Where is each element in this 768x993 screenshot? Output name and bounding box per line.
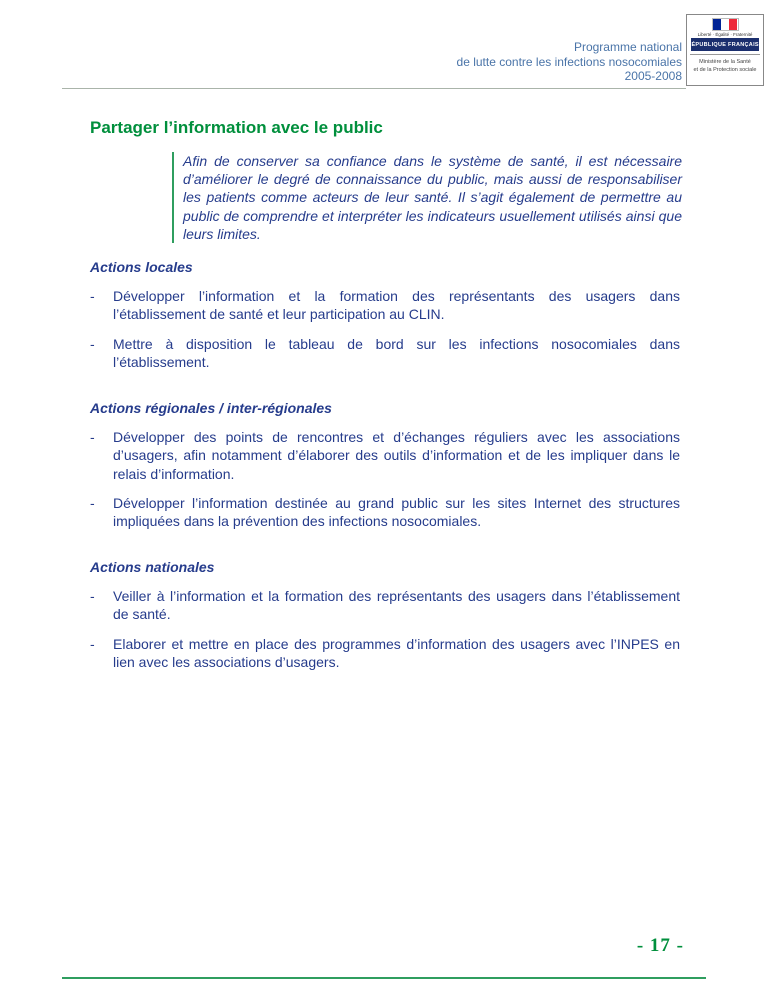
list-item-text: Développer l’information destinée au grand public sur les sites Internet des structures impliquées dans la prévention des infections nosocomiales. <box>113 494 680 529</box>
header-divider <box>62 88 686 89</box>
ministry-line-2: et de la Protection sociale <box>693 67 757 74</box>
header-line-2: de lutte contre les infections nosocomiales <box>456 54 682 69</box>
list-item-text: Développer des points de rencontres et d’échanges réguliers avec les associations d’usagers, afin notamment d’élaborer des outils d’information et de les impliquer dans le relais d’information. <box>113 429 680 482</box>
french-flag-icon <box>712 18 739 31</box>
bullet-dash: - <box>90 335 95 352</box>
bullet-dash: - <box>90 494 95 511</box>
section-actions-locales <box>90 258 680 371</box>
section-heading: Actions locales <box>90 259 193 275</box>
list-item <box>90 494 680 530</box>
intro-quote: Afin de conserver sa confiance dans le système de santé, il est nécessaire d’améliorer le degré de connaissance du public, mais aussi de responsabiliser les patients comme acteurs de leur santé. Il s’agit également de permettre au public de comprendre et interpréter les indicateurs usuellement utilisés ainsi que leurs limites. <box>172 152 682 243</box>
ministry-line-1: Ministère de la Santé <box>699 59 751 65</box>
page-content <box>90 258 680 682</box>
section-heading: Actions nationales <box>90 559 215 576</box>
page-number: - 17 - <box>636 935 684 956</box>
bullet-dash: - <box>90 635 95 652</box>
logo-divider <box>690 54 760 55</box>
list-item-text: Elaborer et mettre en place des programmes d’information des usagers avec l’INPES en lien avec les associations d’usagers. <box>113 635 680 670</box>
page-title: Partager l’information avec le public <box>90 118 383 137</box>
flag-white-stripe <box>721 19 729 30</box>
list-item <box>90 335 680 371</box>
header-line-3: 2005-2008 <box>624 69 682 84</box>
ministry-logo <box>686 14 764 86</box>
section-heading: Actions régionales / inter-régionales <box>90 399 332 416</box>
list-item-text: Veiller à l’information et la formation des représentants des usagers dans l’établissement de santé. <box>113 588 680 623</box>
bottom-divider <box>62 977 706 979</box>
flag-blue-stripe <box>713 19 721 30</box>
list-item <box>90 287 680 323</box>
page-header <box>457 40 682 84</box>
logo-motto: Liberté · Égalité · Fraternité <box>697 32 753 37</box>
list-item <box>90 587 680 623</box>
section-actions-regionales <box>90 399 680 530</box>
section-actions-nationales <box>90 558 680 671</box>
list-item <box>90 635 680 671</box>
list-item-text: Développer l’information et la formation des représentants des usagers dans l’établissement de santé et leur participation au CLIN. <box>113 288 680 323</box>
bullet-dash: - <box>90 429 95 446</box>
header-line-1: Programme national <box>573 40 682 54</box>
list-item <box>90 428 680 483</box>
bullet-dash: - <box>90 288 95 305</box>
flag-red-stripe <box>729 19 737 30</box>
republic-banner: RÉPUBLIQUE FRANÇAISE <box>691 38 759 51</box>
ministry-name <box>694 58 757 75</box>
bullet-dash: - <box>90 588 95 605</box>
list-item-text: Mettre à disposition le tableau de bord sur les infections nosocomiales dans l’établissement. <box>113 335 680 370</box>
